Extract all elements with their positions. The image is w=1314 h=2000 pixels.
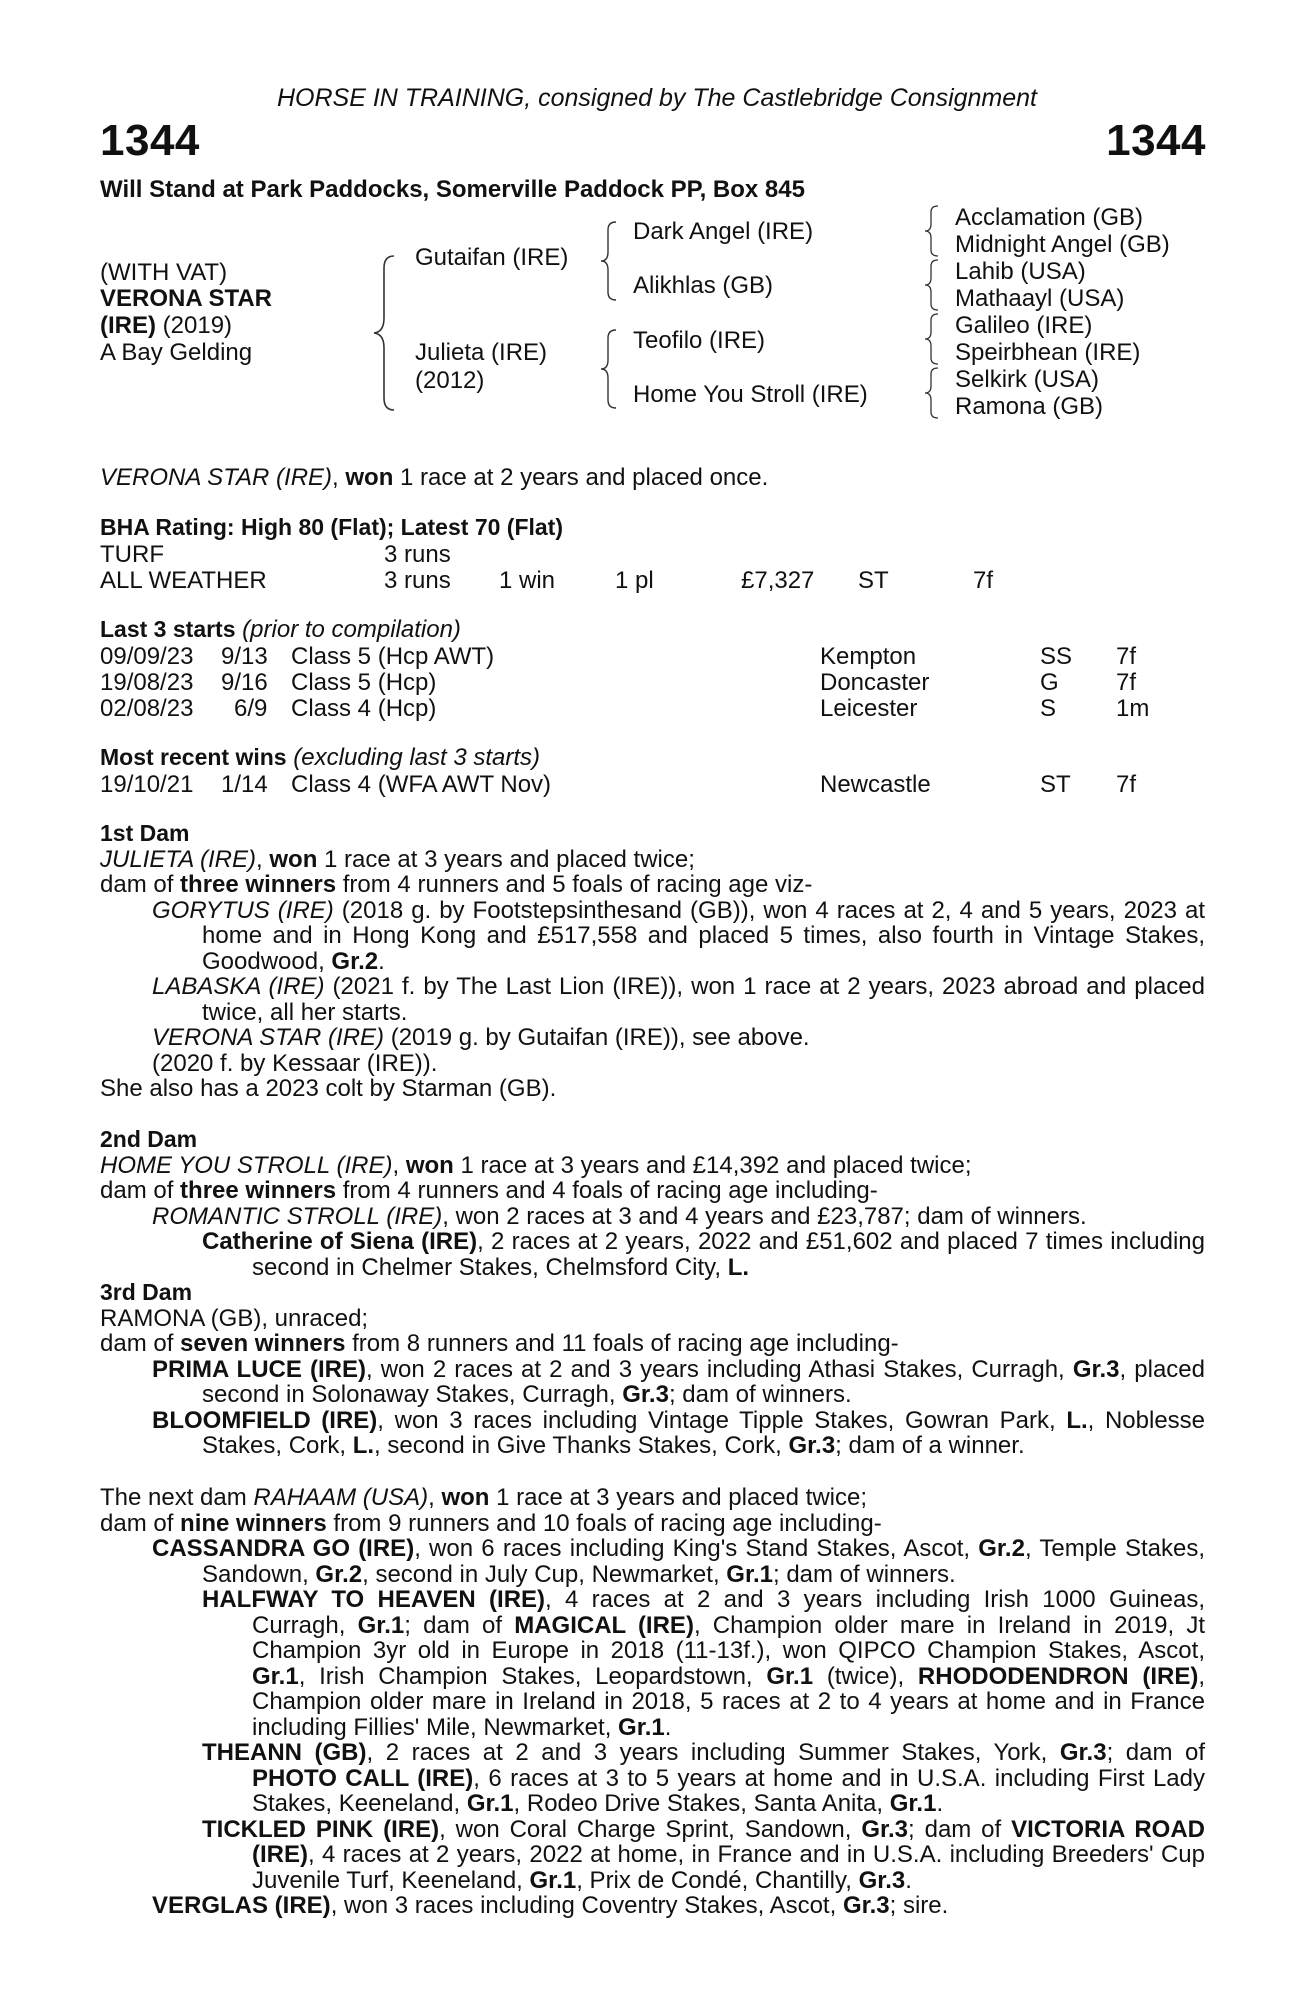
grade: Gr.3 <box>622 1381 669 1408</box>
summary-sep: , <box>332 464 346 491</box>
start-race: Class 5 (Hcp) <box>291 669 437 696</box>
sire: Gutaifan (IRE) <box>415 244 569 271</box>
grade: Gr.1 <box>726 1560 773 1588</box>
text: from 4 runners and 4 foals of racing age including- <box>336 1177 878 1204</box>
start-going: SS <box>1040 643 1073 670</box>
recent-wins-heading <box>100 745 540 771</box>
text: , won 2 races at 2 and 3 years including Athasi Stakes, Curragh, <box>365 1355 1073 1383</box>
text: , placed second in Solonaway Stakes, Curragh, <box>202 1355 1205 1408</box>
start-going: S <box>1040 695 1057 722</box>
summary-won: won <box>345 464 394 491</box>
race-summary <box>100 465 768 491</box>
text: ; dam of <box>404 1611 515 1639</box>
start-distance: 7f <box>1116 669 1137 696</box>
summary-rest: 1 race at 2 years and placed once. <box>393 464 769 491</box>
third-dam-line1: RAMONA (GB), unraced; <box>100 1304 369 1332</box>
rating-surface: TURF <box>100 541 164 568</box>
third-dam-heading: 3rd Dam <box>100 1279 193 1305</box>
won: won <box>405 1151 454 1179</box>
rating-runs: 3 runs <box>384 567 451 594</box>
progeny-entry <box>100 1025 1205 1051</box>
text: (twice), <box>813 1662 918 1690</box>
next-dam-line2 <box>100 1511 1205 1537</box>
dam-dam: Home You Stroll (IRE) <box>633 381 868 408</box>
progeny-name: THEANN (GB) <box>202 1739 367 1766</box>
start-date: 02/08/23 <box>100 695 194 722</box>
next-dam-line1 <box>100 1485 1205 1511</box>
dam-name: HOME YOU STROLL (IRE) <box>100 1151 393 1179</box>
text: 1 race at 3 years and placed twice; <box>317 845 695 873</box>
horse-year: (2019) <box>156 312 233 339</box>
progeny-name: RHODODENDRON (IRE) <box>917 1662 1199 1690</box>
text: 1 race at 3 years and placed twice; <box>489 1484 867 1511</box>
win-position: 1/14 <box>221 771 268 798</box>
progeny-name: Catherine of Siena (IRE) <box>202 1228 478 1255</box>
progeny-name: VERONA STAR (IRE) <box>152 1024 385 1051</box>
text: , won 2 races at 3 and 4 years and £23,787; dam of winners. <box>442 1202 1087 1230</box>
text: (2019 g. by Gutaifan (IRE)), see above. <box>384 1024 810 1051</box>
start-distance: 7f <box>1116 643 1137 670</box>
grade: Gr.3 <box>858 1866 906 1894</box>
rating-going: ST <box>858 567 889 594</box>
grade: Gr.1 <box>529 1866 577 1894</box>
brace-ss <box>922 204 944 258</box>
winners-count: three winners <box>180 871 337 898</box>
rating-earnings: £7,327 <box>741 567 815 594</box>
text: , won 3 races including Coventry Stakes, Ascot, <box>330 1892 843 1919</box>
first-dam-note: She also has a 2023 colt by Starman (GB). <box>100 1075 557 1102</box>
horse-name: VERONA STAR <box>100 285 273 312</box>
first-dam-section <box>100 821 1205 1102</box>
brace-dd <box>922 366 944 420</box>
sire-sire: Dark Angel (IRE) <box>633 218 814 245</box>
start-date: 19/08/23 <box>100 669 194 696</box>
grade: Gr.3 <box>1072 1355 1120 1383</box>
rating-row-turf <box>100 541 1220 567</box>
grade: Gr.2 <box>331 947 379 975</box>
progeny-entry <box>100 1204 1205 1230</box>
last-starts-note: (prior to compilation) <box>235 616 461 643</box>
text: , won 6 races including King's Stand Stakes, Ascot, <box>414 1535 979 1562</box>
progeny-name: PHOTO CALL (IRE) <box>252 1764 474 1792</box>
text: dam of <box>100 1509 181 1537</box>
text: ; dam of <box>1106 1739 1205 1766</box>
grand-progeny-entry <box>100 1740 1205 1817</box>
second-dam-line2 <box>100 1178 1205 1204</box>
sire-sire-sire: Acclamation (GB) <box>955 204 1144 231</box>
brace-ds <box>922 312 944 366</box>
text: . <box>378 947 385 975</box>
lot-number-left: 1344 <box>100 116 200 165</box>
grand-progeny-entry <box>100 1817 1205 1894</box>
rating-placed: 1 pl <box>615 567 654 594</box>
first-dam-line2 <box>100 872 1205 898</box>
text: (2018 g. by Footstepsinthesand (GB)), won 4 races at 2, 4 and 5 years, 2023 at home and in Hong Kong and £517,558 and placed 5 times, also fourth in Vintage Stakes, Goodwood, <box>202 896 1205 975</box>
sire-dam-dam: Mathaayl (USA) <box>955 285 1125 312</box>
text: , Champion older mare in Ireland in 2019, Jt Champion 3yr old in Europe in 2018 (11-13f.), won QIPCO Champion Stakes, Ascot, <box>252 1611 1206 1664</box>
text: , 2 races at 2 and 3 years including Summer Stakes, York, <box>366 1739 1060 1766</box>
text: ; sire. <box>889 1892 949 1919</box>
win-going: ST <box>1040 771 1071 798</box>
text: from 9 runners and 10 foals of racing age including- <box>326 1509 882 1537</box>
bha-rating-heading: BHA Rating: High 80 (Flat); Latest 70 (Flat) <box>100 514 563 540</box>
lot-number-right: 1344 <box>1106 116 1206 165</box>
win-row <box>100 771 1220 797</box>
progeny-name: BLOOMFIELD (IRE) <box>152 1406 378 1434</box>
third-dam-section <box>100 1280 1205 1459</box>
dam-sire-sire: Galileo (IRE) <box>955 312 1093 339</box>
text: ; dam of a winner. <box>835 1432 1025 1459</box>
grade: Gr.3 <box>842 1892 890 1919</box>
pedigree-brace-main <box>370 254 400 412</box>
progeny-entry <box>100 1408 1205 1459</box>
text: 1 race at 3 years and £14,392 and placed twice; <box>453 1151 972 1179</box>
sire-dam: Alikhlas (GB) <box>633 272 774 299</box>
start-going: G <box>1040 669 1059 696</box>
dam-dam-dam: Ramona (GB) <box>955 393 1104 420</box>
stand-location: Will Stand at Park Paddocks, Somerville Paddock PP, Box 845 <box>100 176 805 203</box>
recent-wins-note: (excluding last 3 starts) <box>286 744 541 771</box>
text: , Temple Stakes, Sandown, <box>202 1535 1205 1588</box>
dam-name: JULIETA (IRE) <box>100 845 257 873</box>
consignment-title: HORSE IN TRAINING, consigned by The Castlebridge Consignment <box>276 84 1038 112</box>
dam-name: RAHAAM (USA) <box>253 1484 429 1511</box>
text: . <box>936 1790 944 1817</box>
text: The next dam <box>100 1484 254 1511</box>
grade: Gr.1 <box>618 1713 665 1741</box>
start-course: Doncaster <box>820 669 930 696</box>
dam-dam-sire: Selkirk (USA) <box>955 366 1100 393</box>
start-distance: 1m <box>1116 695 1150 722</box>
text: , <box>256 845 270 873</box>
text: , won 3 races including Vintage Tipple Stakes, Gowran Park, <box>377 1406 1067 1434</box>
brace-sd <box>922 258 944 312</box>
text: ; dam of <box>908 1815 1012 1843</box>
progeny-entry: (2020 f. by Kessaar (IRE)). <box>152 1049 438 1077</box>
text: from 8 runners and 11 foals of racing age including- <box>345 1330 899 1357</box>
last-starts-title: Last 3 starts <box>100 616 236 642</box>
grand-progeny-entry <box>100 1587 1205 1740</box>
grade: Gr.2 <box>315 1560 363 1588</box>
win-race: Class 4 (WFA AWT Nov) <box>291 771 552 798</box>
grade: Gr.3 <box>1059 1739 1107 1766</box>
progeny-name: ROMANTIC STROLL (IRE) <box>152 1202 443 1230</box>
text: dam of <box>100 1330 181 1357</box>
third-dam-line2 <box>100 1331 1205 1357</box>
recent-wins-title: Most recent wins <box>100 744 287 770</box>
horse-country: (IRE) <box>100 312 156 339</box>
grade: L. <box>1066 1406 1088 1434</box>
text: , 4 races at 2 and 3 years including Irish 1000 Guineas, Curragh, <box>252 1586 1205 1639</box>
second-dam-heading: 2nd Dam <box>100 1126 198 1152</box>
grade: Gr.1 <box>766 1662 814 1690</box>
progeny-name: VERGLAS (IRE) <box>152 1892 331 1919</box>
progeny-name: LABASKA (IRE) <box>152 973 325 1000</box>
win-date: 19/10/21 <box>100 771 194 798</box>
dam: Julieta (IRE) <box>415 339 548 366</box>
second-dam-section <box>100 1127 1205 1280</box>
rating-runs: 3 runs <box>384 541 451 568</box>
text: , second in Give Thanks Stakes, Cork, <box>374 1432 789 1459</box>
progeny-entry <box>100 1536 1205 1587</box>
grade: Gr.1 <box>889 1790 937 1817</box>
horse-name-suffix <box>100 312 232 340</box>
grade: Gr.1 <box>252 1662 299 1690</box>
grand-progeny-entry <box>100 1229 1205 1280</box>
text: , <box>428 1484 442 1511</box>
rating-surface: ALL WEATHER <box>100 567 267 594</box>
grade: L. <box>352 1432 375 1459</box>
pedigree-brace-dam <box>598 328 622 410</box>
rating-distance: 7f <box>973 567 994 594</box>
text: , Champion older mare in Ireland in 2018, 5 races at 2 to 4 years at home and in France including Fillies' Mile, Newmarket, <box>252 1662 1205 1741</box>
progeny-entry <box>100 974 1205 1025</box>
start-position: 9/16 <box>221 669 268 696</box>
dam-sire: Teofilo (IRE) <box>633 327 766 354</box>
horse-description: A Bay Gelding <box>100 339 253 366</box>
rating-wins: 1 win <box>499 567 556 594</box>
text: , 2 races at 2 years, 2022 and £51,602 and placed 7 times including second in Chelmer Stakes, Chelmsford City, <box>252 1228 1206 1281</box>
start-date: 09/09/23 <box>100 643 194 670</box>
vat-note: (WITH VAT) <box>100 259 228 286</box>
winners-count: three winners <box>180 1177 337 1204</box>
text: (2021 f. by The Last Lion (IRE)), won 1 race at 2 years, 2023 abroad and placed twice, all her starts. <box>202 973 1205 1026</box>
progeny-name: CASSANDRA GO (IRE) <box>152 1535 415 1562</box>
progeny-entry <box>100 1357 1205 1408</box>
rating-row-all-weather <box>100 567 1220 593</box>
text: dam of <box>100 1177 181 1204</box>
text: , <box>392 1151 406 1179</box>
grade: Gr.1 <box>357 1611 405 1639</box>
start-position: 6/9 <box>234 695 268 722</box>
start-race: Class 4 (Hcp) <box>291 695 437 722</box>
first-dam-line1 <box>100 847 1205 873</box>
pedigree-brace-sire <box>598 220 622 302</box>
winners-count: nine winners <box>180 1509 327 1537</box>
start-row <box>100 695 1220 721</box>
text: , Noblesse Stakes, Cork, <box>202 1406 1206 1459</box>
dam-sire-dam: Speirbhean (IRE) <box>955 339 1141 366</box>
text: ; dam of winners. <box>668 1381 852 1408</box>
text: , 4 races at 2 years, 2022 at home, in France and in U.S.A. including Breeders' Cup Juvenile Turf, Keeneland, <box>252 1841 1205 1894</box>
grade: Gr.2 <box>978 1535 1025 1562</box>
start-row <box>100 643 1220 669</box>
grade: Gr.1 <box>466 1790 514 1817</box>
text: , Prix de Condé, Chantilly, <box>576 1866 859 1894</box>
text: , Rodeo Drive Stakes, Santa Anita, <box>513 1790 890 1817</box>
progeny-name: PRIMA LUCE (IRE) <box>152 1355 366 1383</box>
text: , second in July Cup, Newmarket, <box>362 1560 727 1588</box>
start-course: Kempton <box>820 643 917 670</box>
text: . <box>905 1866 912 1894</box>
first-dam-heading: 1st Dam <box>100 820 190 846</box>
win-distance: 7f <box>1116 771 1137 798</box>
progeny-entry <box>100 1893 1205 1919</box>
text: from 4 runners and 5 foals of racing age viz- <box>336 871 813 898</box>
text: . <box>664 1713 672 1741</box>
text: dam of <box>100 871 181 898</box>
grade: Gr.3 <box>861 1815 909 1843</box>
last-starts-heading <box>100 617 461 643</box>
next-dam-section <box>100 1485 1205 1919</box>
grade: Gr.3 <box>788 1432 836 1459</box>
text: , 6 races at 3 to 5 years at home and in U.S.A. including First Lady Stakes, Keeneland, <box>252 1764 1206 1817</box>
start-course: Leicester <box>820 695 918 722</box>
start-race: Class 5 (Hcp AWT) <box>291 643 495 670</box>
sire-dam-sire: Lahib (USA) <box>955 258 1086 285</box>
progeny-name: VICTORIA ROAD (IRE) <box>252 1815 1205 1868</box>
grade: L. <box>727 1253 750 1281</box>
progeny-name: HALFWAY TO HEAVEN (IRE) <box>202 1586 546 1613</box>
progeny-name: TICKLED PINK (IRE) <box>202 1815 440 1843</box>
text: ; dam of winners. <box>772 1560 956 1588</box>
sire-sire-dam: Midnight Angel (GB) <box>955 231 1170 258</box>
summary-horse: VERONA STAR (IRE) <box>100 464 333 491</box>
progeny-entry <box>100 898 1205 975</box>
dam-year: (2012) <box>415 367 485 394</box>
text: , won Coral Charge Sprint, Sandown, <box>439 1815 862 1843</box>
winners-count: seven winners <box>180 1330 346 1357</box>
start-row <box>100 669 1220 695</box>
progeny-name: MAGICAL (IRE) <box>514 1611 694 1639</box>
text: , Irish Champion Stakes, Leopardstown, <box>298 1662 767 1690</box>
win-course: Newcastle <box>820 771 931 798</box>
won: won <box>441 1484 490 1511</box>
start-position: 9/13 <box>221 643 268 670</box>
second-dam-line1 <box>100 1153 1205 1179</box>
progeny-name: GORYTUS (IRE) <box>152 896 334 924</box>
won: won <box>269 845 318 873</box>
